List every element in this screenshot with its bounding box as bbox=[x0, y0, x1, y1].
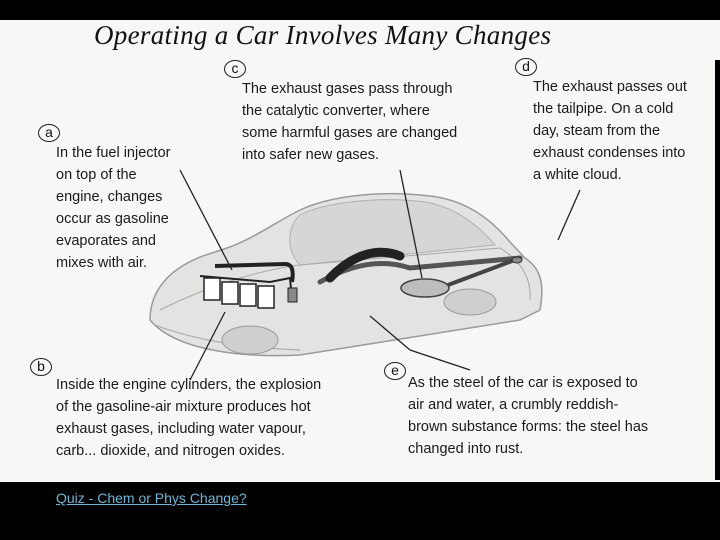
rear-wheel bbox=[444, 289, 496, 315]
label-a: a bbox=[38, 124, 60, 142]
caption-d-line: The exhaust passes out bbox=[533, 79, 687, 95]
caption-a-line: engine, changes bbox=[56, 189, 163, 205]
caption-d bbox=[533, 76, 687, 186]
diagram-panel bbox=[0, 20, 720, 482]
pointer-e bbox=[410, 350, 470, 370]
caption-d-line: a white cloud. bbox=[533, 167, 622, 183]
caption-c-line: some harmful gases are changed bbox=[242, 125, 458, 141]
label-b: b bbox=[30, 358, 52, 376]
caption-b-line: exhaust gases, including water vapour, bbox=[56, 421, 306, 437]
caption-d-line: the tailpipe. On a cold bbox=[533, 101, 674, 117]
caption-b-line: Inside the engine cylinders, the explosion bbox=[56, 377, 322, 393]
right-border bbox=[715, 60, 720, 480]
caption-d-line: exhaust condenses into bbox=[533, 145, 686, 161]
caption-a bbox=[56, 142, 170, 274]
label-c: c bbox=[224, 60, 246, 78]
caption-c-line: into safer new gases. bbox=[242, 147, 380, 163]
caption-e-line: air and water, a crumbly reddish- bbox=[408, 397, 619, 413]
caption-a-line: occur as gasoline bbox=[56, 211, 169, 227]
caption-a-line: In the fuel injector bbox=[56, 145, 171, 161]
caption-b-line: of the gasoline-air mixture produces hot bbox=[56, 399, 311, 415]
caption-c bbox=[242, 78, 457, 166]
caption-a-line: on top of the bbox=[56, 167, 137, 183]
label-d: d bbox=[515, 58, 537, 76]
caption-b-line: carb... dioxide, and nitrogen oxides. bbox=[56, 443, 285, 459]
quiz-link[interactable]: Quiz - Chem or Phys Change? bbox=[56, 490, 247, 506]
caption-e-line: brown substance forms: the steel has bbox=[408, 419, 649, 435]
pointer-d bbox=[558, 190, 580, 240]
tailpipe-end bbox=[512, 257, 522, 263]
caption-d-line: day, steam from the bbox=[533, 123, 661, 139]
caption-c-line: the catalytic converter, where bbox=[242, 103, 430, 119]
diagram-title: Operating a Car Involves Many Changes bbox=[94, 20, 552, 50]
label-e: e bbox=[384, 362, 406, 380]
front-wheel bbox=[222, 326, 278, 354]
caption-b bbox=[56, 374, 321, 462]
caption-a-line: evaporates and bbox=[56, 233, 156, 249]
caption-e bbox=[408, 372, 648, 460]
caption-e-line: changed into rust. bbox=[408, 441, 524, 457]
catalytic-converter bbox=[401, 279, 449, 297]
caption-e-line: As the steel of the car is exposed to bbox=[408, 375, 638, 391]
caption-c-line: The exhaust gases pass through bbox=[242, 81, 453, 97]
caption-a-line: mixes with air. bbox=[56, 255, 148, 271]
